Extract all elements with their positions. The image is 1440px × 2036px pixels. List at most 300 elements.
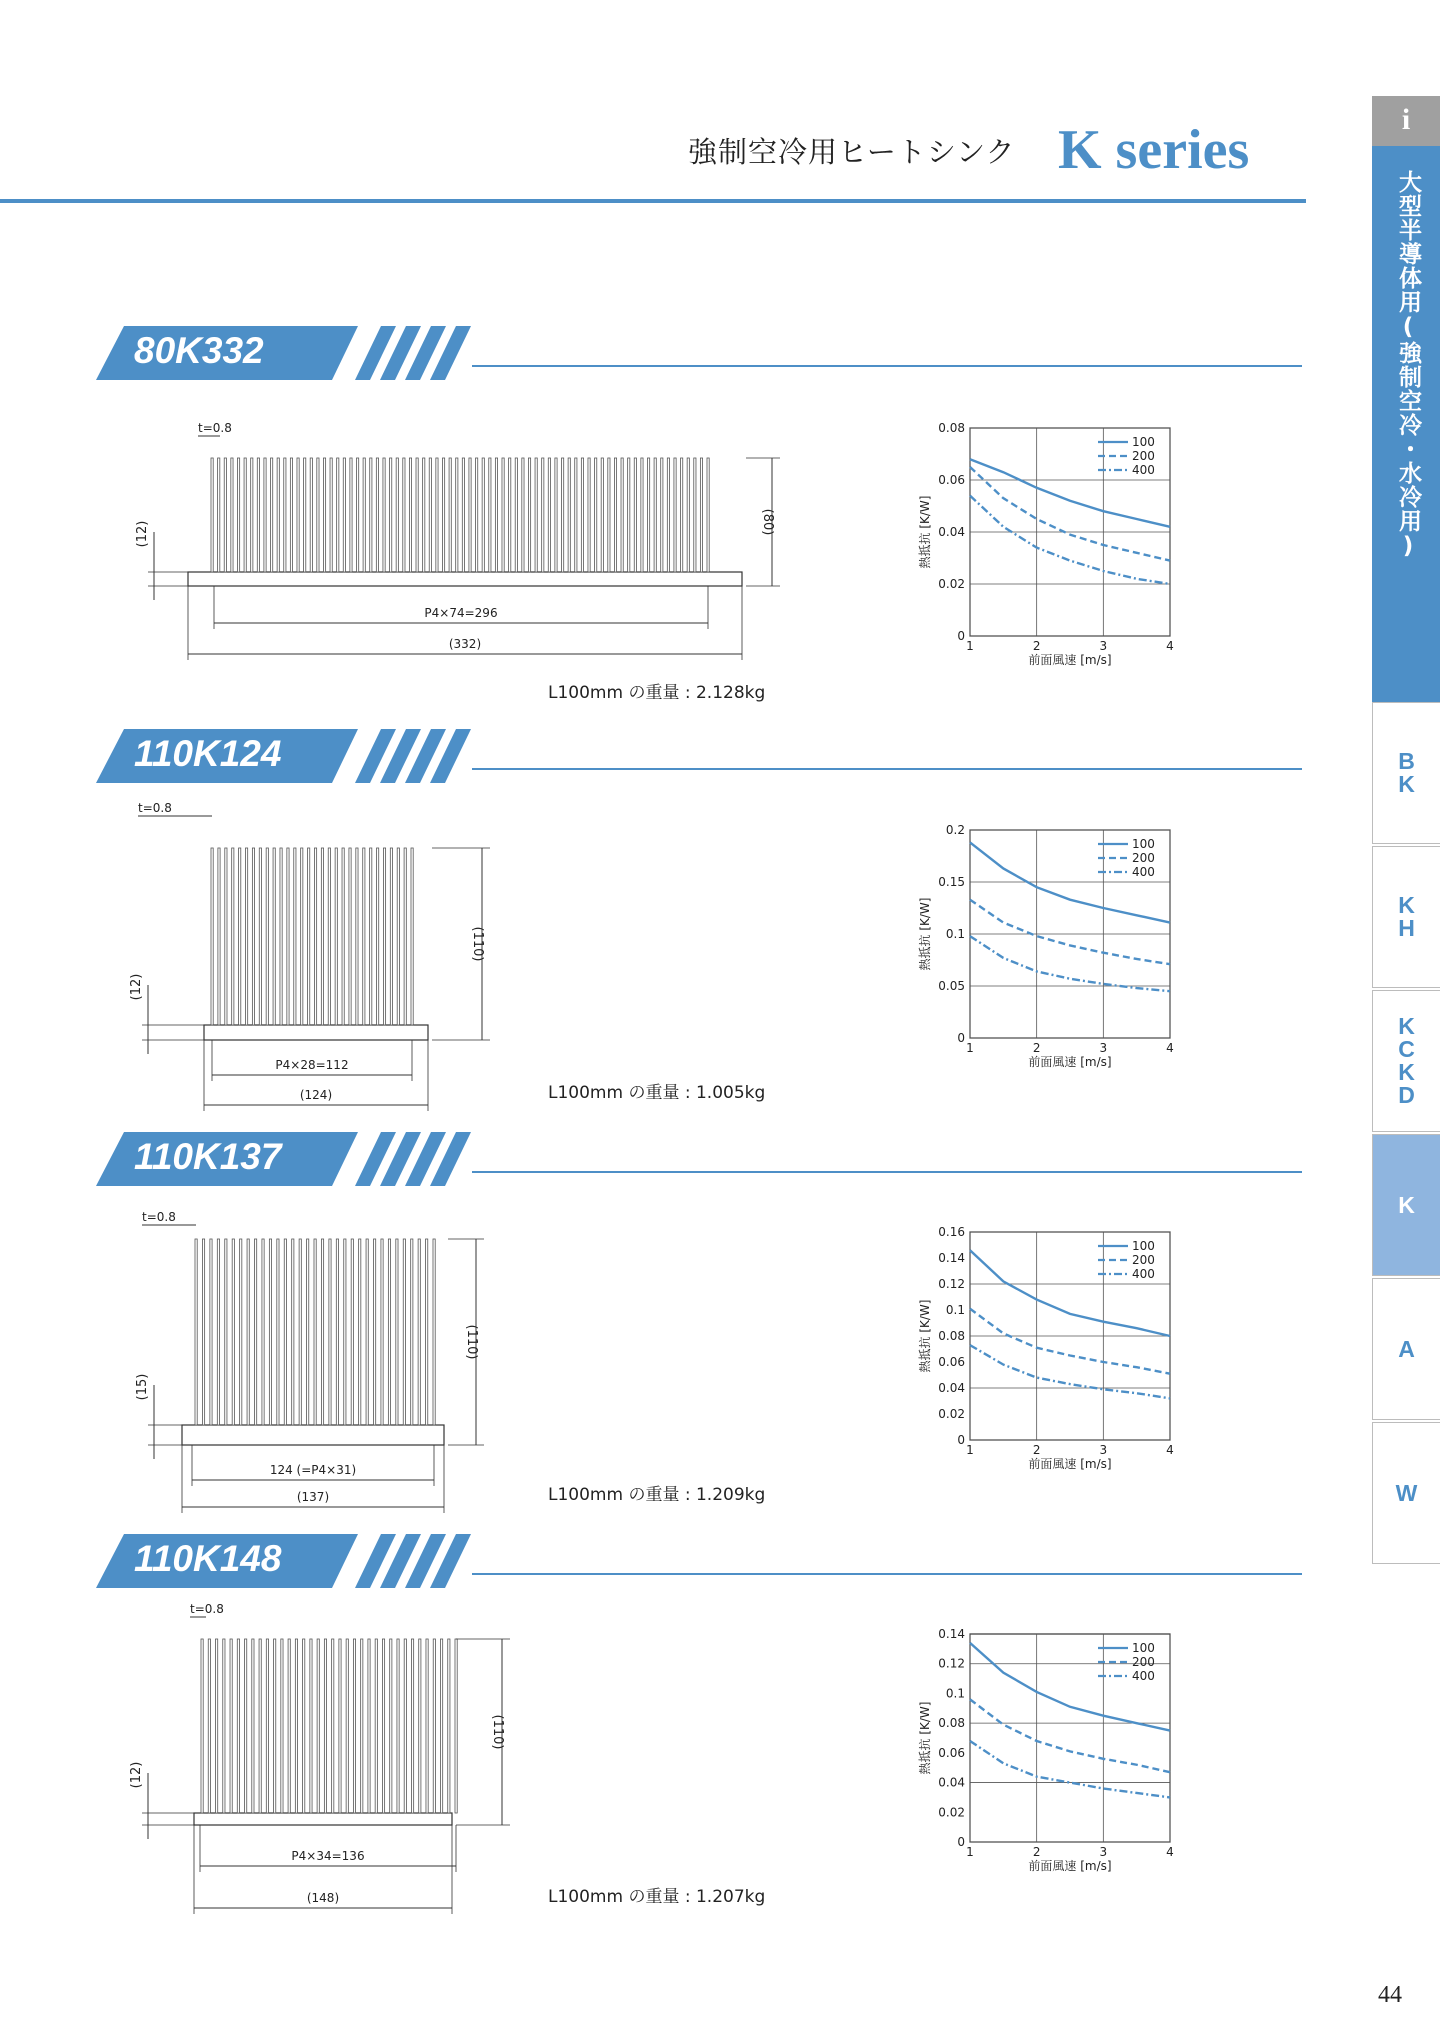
heatsink-fin: [284, 458, 286, 572]
legend-label: 100: [1132, 1641, 1155, 1655]
pitch-dimension-label: P4×28=112: [275, 1058, 349, 1072]
heatsink-fin: [370, 458, 372, 572]
weight-label: L100mm の重量 : 1.005kg: [548, 1083, 766, 1103]
heatsink-fin: [245, 1639, 247, 1813]
y-tick-label: 0.2: [945, 823, 965, 837]
y-axis-label: 熱抵抗 [K/W]: [918, 1701, 932, 1775]
heatsink-fin: [621, 458, 623, 572]
x-tick-label: 4: [1166, 1041, 1174, 1055]
product-title: 80K332: [134, 330, 264, 371]
heatsink-fin: [297, 458, 299, 572]
nav-tab-label: K: [1398, 1191, 1415, 1218]
heatsink-fin: [535, 458, 537, 572]
heatsink-fin: [232, 1239, 234, 1425]
heatsink-fin: [661, 458, 663, 572]
heatsink-fin: [462, 458, 464, 572]
nav-tab-a[interactable]: [1372, 1278, 1440, 1420]
heatsink-fin: [366, 1239, 368, 1425]
series-line-200: [970, 467, 1170, 561]
heatsink-fin: [218, 458, 220, 572]
heatsink-fin: [562, 458, 564, 572]
x-tick-label: 1: [966, 1041, 974, 1055]
heatsink-fin: [390, 848, 392, 1025]
heatsink-fin: [353, 1639, 355, 1813]
weight-label: L100mm の重量 : 1.209kg: [548, 1485, 766, 1505]
y-tick-label: 0.02: [938, 1805, 965, 1820]
heatsink-fin: [429, 458, 431, 572]
x-tick-label: 4: [1166, 1845, 1174, 1859]
heatsink-fin: [555, 458, 557, 572]
heatsink-fin: [230, 1639, 232, 1813]
heatsink-fin: [411, 848, 413, 1025]
heatsink-fin: [418, 1239, 420, 1425]
heatsink-fin: [247, 1239, 249, 1425]
heatsink-fin: [595, 458, 597, 572]
heatsink-fin: [374, 1239, 376, 1425]
heatsink-fin: [601, 458, 603, 572]
heatsink-fin: [376, 458, 378, 572]
heatsink-fin: [687, 458, 689, 572]
heatsink-fin: [237, 1639, 239, 1813]
heatsink-fin: [210, 1239, 212, 1425]
pitch-dimension-label: P4×34=136: [291, 1849, 365, 1863]
header-divider: [0, 199, 1306, 203]
heatsink-fin: [307, 1239, 309, 1425]
y-tick-label: 0.06: [938, 473, 965, 487]
heatsink-fin: [351, 1239, 353, 1425]
heatsink-fin: [436, 458, 438, 572]
base-dimension-label: (12): [135, 520, 150, 548]
heatsink-fin: [299, 1239, 301, 1425]
y-tick-label: 0.05: [938, 979, 965, 993]
nav-tab-label: A: [1398, 1335, 1415, 1362]
heatsink-fin: [294, 848, 296, 1025]
heatsink-fin: [455, 1639, 457, 1813]
heatsink-fin: [314, 1239, 316, 1425]
heatsink-fin: [332, 1639, 334, 1813]
width-dimension-label: (148): [306, 1891, 340, 1905]
heatsink-fin: [329, 1239, 331, 1425]
heatsink-fin: [208, 1639, 210, 1813]
heatsink-drawing-110k124: [130, 800, 770, 1116]
y-tick-label: 0.16: [938, 1225, 965, 1239]
heatsink-fin: [231, 458, 233, 572]
series-line-400: [970, 1345, 1170, 1398]
heatsink-fin: [397, 848, 399, 1025]
heatsink-fin: [356, 848, 358, 1025]
section-divider: [472, 768, 1302, 770]
heatsink-fin: [321, 1239, 323, 1425]
heatsink-fin: [489, 458, 491, 572]
weight-label: L100mm の重量 : 2.128kg: [548, 683, 766, 703]
heatsink-fin: [426, 1239, 428, 1425]
legend-label: 400: [1132, 1669, 1155, 1683]
legend-label: 200: [1132, 851, 1155, 865]
heatsink-base: [182, 1425, 444, 1445]
section-divider: [472, 365, 1302, 367]
heatsink-fin: [262, 1239, 264, 1425]
heatsink-fin: [568, 458, 570, 572]
heatsink-fin: [211, 458, 213, 572]
heatsink-fin: [433, 1639, 435, 1813]
heatsink-fin: [281, 1639, 283, 1813]
heatsink-fin: [681, 458, 683, 572]
heatsink-fin: [411, 1639, 413, 1813]
heatsink-fin: [225, 1239, 227, 1425]
heatsink-fin: [252, 1639, 254, 1813]
heatsink-fin: [442, 458, 444, 572]
heatsink-fin: [449, 458, 451, 572]
heatsink-fin: [469, 458, 471, 572]
heatsink-fin: [295, 1639, 297, 1813]
heatsink-fin: [339, 1639, 341, 1813]
thermal-resistance-chart-80k332: [915, 418, 1185, 678]
heatsink-fin: [522, 458, 524, 572]
y-tick-label: 0.14: [938, 1627, 965, 1641]
heatsink-fin: [314, 848, 316, 1025]
nav-tab-w[interactable]: [1372, 1422, 1440, 1564]
x-axis-label: 前面風速 [m/s]: [1028, 653, 1112, 667]
heatsink-fin: [292, 1239, 294, 1425]
product-title: 110K137: [134, 1136, 282, 1177]
nav-tab-kckd[interactable]: [1372, 990, 1440, 1132]
base-dimension-label: (12): [129, 1761, 144, 1789]
heatsink-fin: [266, 848, 268, 1025]
x-tick-label: 3: [1099, 639, 1108, 653]
heatsink-fin: [232, 848, 234, 1025]
legend-label: 400: [1132, 463, 1155, 477]
heatsink-fin: [375, 1639, 377, 1813]
heatsink-fin: [423, 458, 425, 572]
y-tick-label: 0.04: [938, 1775, 965, 1790]
nav-tab-label: W: [1395, 1479, 1418, 1506]
heatsink-fin: [304, 458, 306, 572]
heatsink-fin: [201, 1639, 203, 1813]
heatsink-fin: [409, 458, 411, 572]
heatsink-fin: [225, 848, 227, 1025]
heatsink-fin: [476, 458, 478, 572]
pitch-dimension-label: P4×74=296: [424, 606, 498, 620]
nav-tab-k[interactable]: [1372, 1134, 1440, 1276]
heatsink-fin: [542, 458, 544, 572]
heatsink-fin: [416, 458, 418, 572]
thermal-resistance-chart-110k148: [915, 1624, 1185, 1884]
heatsink-fin: [277, 1239, 279, 1425]
heatsink-fin: [257, 458, 259, 572]
heatsink-fin: [240, 1239, 242, 1425]
heatsink-fin: [255, 1239, 257, 1425]
series-line-400: [970, 496, 1170, 584]
y-tick-label: 0: [957, 1433, 965, 1447]
thermal-resistance-chart-110k124: [915, 820, 1185, 1080]
height-dimension-label: (110): [464, 1324, 479, 1360]
heatsink-fin: [346, 1639, 348, 1813]
y-axis-label: 熱抵抗 [K/W]: [918, 897, 932, 971]
legend-label: 400: [1132, 1267, 1155, 1281]
y-tick-label: 0.14: [938, 1251, 965, 1265]
product-title: 110K124: [134, 733, 282, 774]
heatsink-fin: [217, 1239, 219, 1425]
heatsink-fin: [239, 848, 241, 1025]
x-tick-label: 4: [1166, 1443, 1174, 1457]
heatsink-fin: [303, 1639, 305, 1813]
heatsink-fin: [223, 1639, 225, 1813]
x-tick-label: 1: [966, 639, 974, 653]
heatsink-fin: [273, 848, 275, 1025]
heatsink-fin: [509, 458, 511, 572]
heatsink-fin: [310, 458, 312, 572]
category-side-tab-label: 大型半導体用(強制空冷・水冷用): [1395, 170, 1421, 560]
heatsink-fin: [396, 1239, 398, 1425]
heatsink-base: [188, 572, 742, 586]
heatsink-fin: [368, 1639, 370, 1813]
heatsink-fin: [237, 458, 239, 572]
heatsink-fin: [456, 458, 458, 572]
heatsink-fin: [495, 458, 497, 572]
heatsink-fin: [277, 458, 279, 572]
heatsink-fin: [404, 848, 406, 1025]
heatsink-fin: [356, 458, 358, 572]
y-tick-label: 0.1: [945, 1303, 965, 1317]
x-tick-label: 1: [966, 1845, 974, 1859]
y-tick-label: 0: [957, 1835, 965, 1849]
heatsink-fin: [308, 848, 310, 1025]
heatsink-fin: [634, 458, 636, 572]
heatsink-fin: [433, 1239, 435, 1425]
y-tick-label: 0.08: [938, 1329, 965, 1343]
heatsink-fin: [259, 1639, 261, 1813]
heatsink-fin: [654, 458, 656, 572]
heatsink-fin: [288, 1639, 290, 1813]
heatsink-fin: [284, 1239, 286, 1425]
x-tick-label: 2: [1032, 1845, 1041, 1859]
base-dimension-label: (15): [135, 1373, 150, 1401]
heatsink-fin: [482, 458, 484, 572]
y-tick-label: 0.12: [938, 1656, 965, 1671]
heatsink-drawing-110k137: [130, 1207, 770, 1517]
heatsink-fin: [343, 458, 345, 572]
heatsink-fin: [388, 1239, 390, 1425]
height-dimension-label: (110): [470, 926, 485, 962]
y-tick-label: 0.04: [938, 525, 965, 539]
x-tick-label: 3: [1099, 1443, 1108, 1457]
heatsink-fin: [370, 848, 372, 1025]
heatsink-fin: [211, 848, 213, 1025]
nav-tab-label: K C K D: [1398, 1013, 1415, 1108]
thermal-resistance-chart-110k137: [915, 1222, 1185, 1482]
heatsink-fin: [528, 458, 530, 572]
heatsink-fin: [419, 1639, 421, 1813]
x-tick-label: 4: [1166, 639, 1174, 653]
width-dimension-label: (137): [296, 1490, 330, 1504]
heatsink-fin: [330, 458, 332, 572]
heatsink-fin: [361, 1639, 363, 1813]
heatsink-fin: [251, 458, 253, 572]
heatsink-fin: [224, 458, 226, 572]
x-tick-label: 2: [1032, 639, 1041, 653]
heatsink-fin: [335, 848, 337, 1025]
heatsink-fin: [383, 848, 385, 1025]
heatsink-fin: [337, 458, 339, 572]
heatsink-fin: [667, 458, 669, 572]
legend-label: 400: [1132, 865, 1155, 879]
heatsink-fin: [403, 1239, 405, 1425]
heatsink-fin: [363, 848, 365, 1025]
fin-thickness-label: t=0.8: [190, 1602, 224, 1616]
heatsink-fin: [342, 848, 344, 1025]
heatsink-fin: [383, 458, 385, 572]
heatsink-fin: [271, 458, 273, 572]
heatsink-fin: [700, 458, 702, 572]
y-tick-label: 0.15: [938, 875, 965, 889]
y-tick-label: 0: [957, 629, 965, 643]
x-axis-label: 前面風速 [m/s]: [1028, 1859, 1112, 1873]
x-tick-label: 2: [1032, 1443, 1041, 1457]
heatsink-fin: [614, 458, 616, 572]
heatsink-fin: [244, 458, 246, 572]
y-tick-label: 0.12: [938, 1277, 965, 1291]
y-tick-label: 0.02: [938, 577, 965, 591]
info-tab-icon[interactable]: i: [1372, 96, 1440, 146]
heatsink-fin: [363, 458, 365, 572]
heatsink-fin: [350, 458, 352, 572]
heatsink-fin: [266, 1639, 268, 1813]
fin-thickness-label: t=0.8: [142, 1210, 176, 1224]
heatsink-fin: [694, 458, 696, 572]
height-dimension-label: (80): [760, 508, 775, 536]
y-tick-label: 0.02: [938, 1407, 965, 1421]
heatsink-fin: [548, 458, 550, 572]
legend-label: 100: [1132, 837, 1155, 851]
heatsink-fin: [382, 1639, 384, 1813]
fin-thickness-label: t=0.8: [138, 801, 172, 815]
heatsink-fin: [448, 1639, 450, 1813]
x-tick-label: 3: [1099, 1845, 1108, 1859]
legend-label: 200: [1132, 1655, 1155, 1669]
heatsink-fin: [321, 848, 323, 1025]
heatsink-fin: [274, 1639, 276, 1813]
heatsink-fin: [264, 458, 266, 572]
heatsink-drawing-80k332: [130, 418, 775, 663]
heatsink-fin: [359, 1239, 361, 1425]
section-divider: [472, 1573, 1302, 1575]
heatsink-fin: [336, 1239, 338, 1425]
heatsink-fin: [390, 458, 392, 572]
heatsink-fin: [324, 1639, 326, 1813]
heatsink-fin: [674, 458, 676, 572]
heatsink-drawing-110k148: [130, 1603, 770, 1928]
pitch-dimension-label: 124 (=P4×31): [269, 1463, 357, 1477]
heatsink-fin: [323, 458, 325, 572]
y-axis-label: 熱抵抗 [K/W]: [918, 495, 932, 569]
x-tick-label: 2: [1032, 1041, 1041, 1055]
heatsink-fin: [328, 848, 330, 1025]
heatsink-fin: [218, 848, 220, 1025]
heatsink-fin: [317, 458, 319, 572]
y-tick-label: 0.06: [938, 1745, 965, 1760]
heatsink-fin: [216, 1639, 218, 1813]
heatsink-fin: [377, 848, 379, 1025]
heatsink-fin: [588, 458, 590, 572]
heatsink-fin: [581, 458, 583, 572]
legend-label: 200: [1132, 1253, 1155, 1267]
x-tick-label: 1: [966, 1443, 974, 1457]
fin-thickness-label: t=0.8: [198, 421, 232, 435]
y-tick-label: 0.06: [938, 1355, 965, 1369]
y-tick-label: 0.04: [938, 1381, 965, 1395]
heatsink-fin: [344, 1239, 346, 1425]
base-dimension-label: (12): [129, 973, 144, 1001]
heatsink-fin: [397, 1639, 399, 1813]
heatsink-fin: [259, 848, 261, 1025]
height-dimension-label: (110): [490, 1714, 505, 1750]
heatsink-fin: [245, 848, 247, 1025]
section-divider: [472, 1171, 1302, 1173]
heatsink-fin: [403, 458, 405, 572]
legend-label: 100: [1132, 435, 1155, 449]
heatsink-base: [204, 1025, 428, 1040]
heatsink-fin: [287, 848, 289, 1025]
heatsink-fin: [301, 848, 303, 1025]
heatsink-fin: [396, 458, 398, 572]
heatsink-fin: [411, 1239, 413, 1425]
heatsink-fin: [390, 1639, 392, 1813]
y-tick-label: 0.1: [945, 1686, 965, 1701]
nav-tab-label: B K: [1398, 748, 1415, 797]
heatsink-fin: [349, 848, 351, 1025]
nav-tab-bk[interactable]: [1372, 702, 1440, 844]
heatsink-fin: [575, 458, 577, 572]
x-axis-label: 前面風速 [m/s]: [1028, 1055, 1112, 1069]
heatsink-fin: [440, 1639, 442, 1813]
y-tick-label: 0.08: [938, 1716, 965, 1731]
width-dimension-label: (124): [299, 1088, 333, 1102]
y-tick-label: 0.08: [938, 421, 965, 435]
nav-tab-label: K H: [1398, 892, 1415, 941]
heatsink-fin: [290, 458, 292, 572]
y-tick-label: 0: [957, 1031, 965, 1045]
series-brand-title: K series: [1058, 119, 1250, 181]
heatsink-fin: [252, 848, 254, 1025]
heatsink-fin: [317, 1639, 319, 1813]
x-axis-label: 前面風速 [m/s]: [1028, 1457, 1112, 1471]
heatsink-fin: [608, 458, 610, 572]
heatsink-fin: [647, 458, 649, 572]
legend-label: 200: [1132, 449, 1155, 463]
page-number: 44: [1378, 1982, 1402, 2008]
heatsink-base: [194, 1813, 452, 1825]
heatsink-fin: [195, 1239, 197, 1425]
y-tick-label: 0.1: [945, 927, 965, 941]
heatsink-fin: [310, 1639, 312, 1813]
heatsink-fin: [515, 458, 517, 572]
heatsink-fin: [628, 458, 630, 572]
y-axis-label: 熱抵抗 [K/W]: [918, 1299, 932, 1373]
weight-label: L100mm の重量 : 1.207kg: [548, 1887, 766, 1907]
heatsink-fin: [404, 1639, 406, 1813]
x-tick-label: 3: [1099, 1041, 1108, 1055]
heatsink-fin: [381, 1239, 383, 1425]
heatsink-fin: [426, 1639, 428, 1813]
heatsink-fin: [502, 458, 504, 572]
heatsink-fin: [280, 848, 282, 1025]
heatsink-fin: [707, 458, 709, 572]
heatsink-fin: [202, 1239, 204, 1425]
page-header-title: 強制空冷用ヒートシンク: [688, 135, 1016, 169]
nav-tab-kh[interactable]: [1372, 846, 1440, 988]
product-title: 110K148: [134, 1538, 282, 1579]
legend-label: 100: [1132, 1239, 1155, 1253]
